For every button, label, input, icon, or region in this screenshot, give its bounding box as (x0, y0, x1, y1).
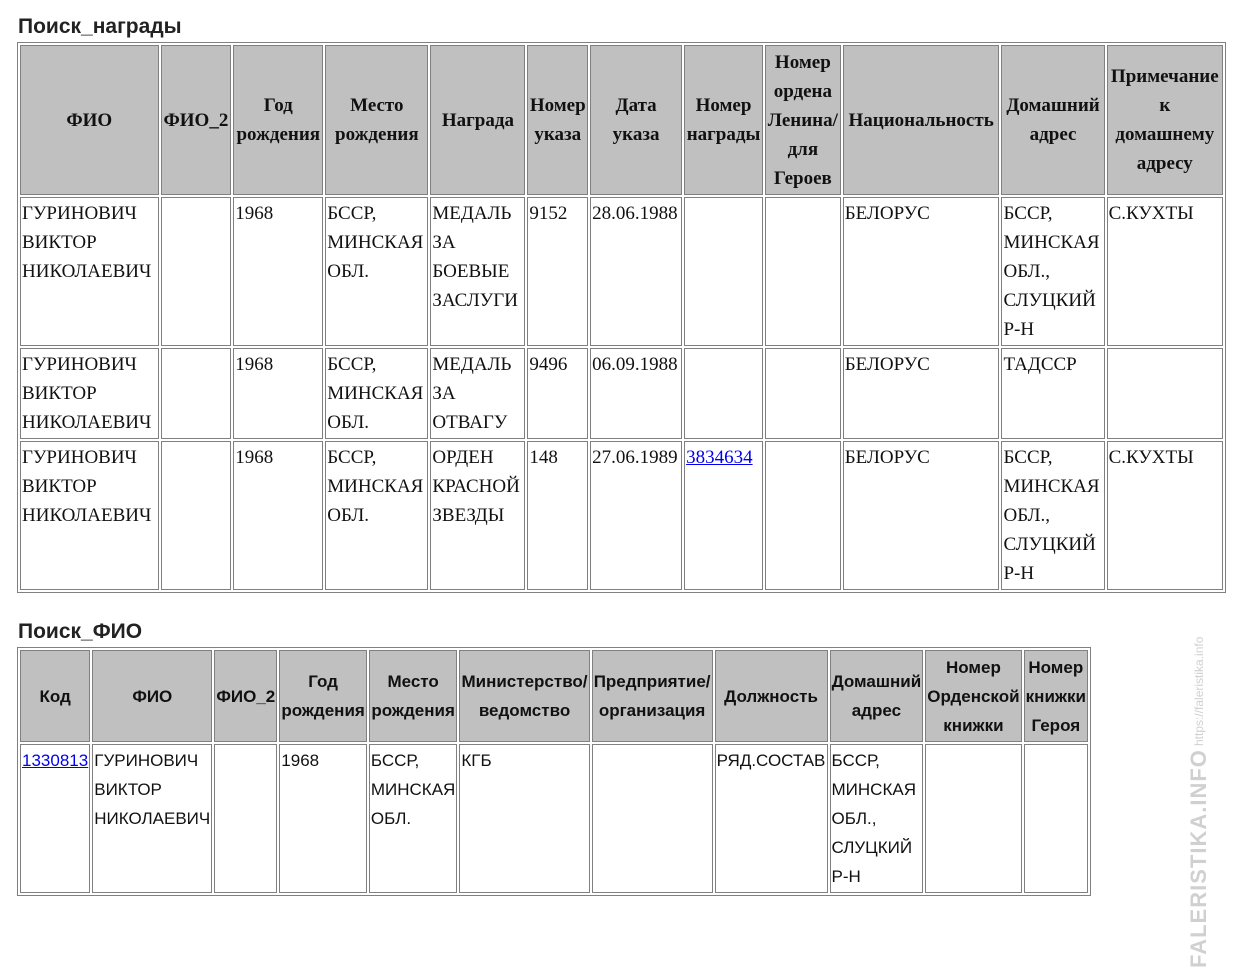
header-enterprise: Предприятие/ организация (592, 650, 713, 742)
cell-enterprise (592, 744, 713, 893)
cell-decree-date: 27.06.1989 (590, 441, 682, 590)
header-position: Должность (715, 650, 828, 742)
header-birthplace: Место рождения (369, 650, 458, 742)
code-link[interactable]: 1330813 (22, 751, 89, 770)
cell-birthplace: БССР, МИНСКАЯ ОБЛ. (325, 441, 428, 590)
cell-lenin-order-number (765, 197, 841, 346)
header-decree-date: Дата указа (590, 45, 682, 195)
cell-decree-date: 28.06.1988 (590, 197, 682, 346)
cell-decree-number: 9152 (527, 197, 588, 346)
cell-decree-date: 06.09.1988 (590, 348, 682, 439)
cell-birthplace: БССР, МИНСКАЯ ОБЛ. (369, 744, 458, 893)
awards-section-title: Поиск_награды (18, 15, 182, 38)
fio-section-title: Поиск_ФИО (18, 620, 143, 643)
cell-address-note: С.КУХТЫ (1107, 441, 1223, 590)
cell-decree-number: 148 (527, 441, 588, 590)
award-number-link[interactable]: 3834634 (686, 447, 753, 468)
cell-fio-2 (214, 744, 277, 893)
cell-birth-year: 1968 (233, 348, 323, 439)
cell-address-note (1107, 348, 1223, 439)
header-code: Код (20, 650, 90, 742)
header-award: Награда (430, 45, 525, 195)
cell-decree-number: 9496 (527, 348, 588, 439)
cell-position: РЯД.СОСТАВ (715, 744, 828, 893)
header-fio: ФИО (20, 45, 159, 195)
header-fio: ФИО (92, 650, 212, 742)
cell-order-book-number (925, 744, 1021, 893)
header-award-number: Номер награды (684, 45, 763, 195)
header-home-address: Домашний адрес (830, 650, 924, 742)
cell-award-number (684, 348, 763, 439)
watermark-logo-text: FALERISTIKA.INFO (1186, 748, 1211, 968)
cell-home-address: БССР, МИНСКАЯ ОБЛ., СЛУЦКИЙ Р-Н (830, 744, 924, 893)
cell-home-address: ТАДССР (1001, 348, 1104, 439)
awards-header-row (20, 45, 1223, 195)
header-fio-2: ФИО_2 (214, 650, 277, 742)
table-row (20, 197, 1223, 346)
cell-nationality: БЕЛОРУС (843, 348, 1000, 439)
cell-fio: ГУРИНОВИЧ ВИКТОР НИКОЛАЕВИЧ (92, 744, 212, 893)
cell-lenin-order-number (765, 348, 841, 439)
cell-hero-book-number (1024, 744, 1088, 893)
cell-nationality: БЕЛОРУС (843, 197, 1000, 346)
header-birthplace: Место рождения (325, 45, 428, 195)
fio-header-row (20, 650, 1088, 742)
awards-table (17, 42, 1226, 593)
cell-nationality: БЕЛОРУС (843, 441, 1000, 590)
cell-fio: ГУРИНОВИЧ ВИКТОР НИКОЛАЕВИЧ (20, 441, 159, 590)
cell-birthplace: БССР, МИНСКАЯ ОБЛ. (325, 197, 428, 346)
header-fio-2: ФИО_2 (161, 45, 232, 195)
cell-award: МЕДАЛЬ ЗА БОЕВЫЕ ЗАСЛУГИ (430, 197, 525, 346)
cell-award: ОРДЕН КРАСНОЙ ЗВЕЗДЫ (430, 441, 525, 590)
cell-birth-year: 1968 (279, 744, 367, 893)
table-row (20, 348, 1223, 439)
cell-birth-year: 1968 (233, 197, 323, 346)
cell-fio-2 (161, 197, 232, 346)
header-hero-book-number: Номер книжки Героя (1024, 650, 1088, 742)
cell-award: МЕДАЛЬ ЗА ОТВАГУ (430, 348, 525, 439)
header-address-note: Примечание к домашнему адресу (1107, 45, 1223, 195)
cell-fio-2 (161, 441, 232, 590)
cell-home-address: БССР, МИНСКАЯ ОБЛ., СЛУЦКИЙ Р-Н (1001, 197, 1104, 346)
table-row (20, 744, 1088, 893)
header-home-address: Домашний адрес (1001, 45, 1104, 195)
cell-address-note: С.КУХТЫ (1107, 197, 1223, 346)
watermark-url: https://faleristika.info (1192, 636, 1206, 746)
header-birth-year: Год рождения (279, 650, 367, 742)
cell-fio: ГУРИНОВИЧ ВИКТОР НИКОЛАЕВИЧ (20, 348, 159, 439)
cell-award-number (684, 441, 763, 590)
table-row (20, 441, 1223, 590)
cell-birthplace: БССР, МИНСКАЯ ОБЛ. (325, 348, 428, 439)
watermark (1169, 636, 1229, 968)
header-ministry: Министерство/ ведомство (459, 650, 589, 742)
cell-code (20, 744, 90, 893)
cell-home-address: БССР, МИНСКАЯ ОБЛ., СЛУЦКИЙ Р-Н (1001, 441, 1104, 590)
cell-birth-year: 1968 (233, 441, 323, 590)
cell-ministry: КГБ (459, 744, 589, 893)
header-birth-year: Год рождения (233, 45, 323, 195)
header-order-book-number: Номер Орденской книжки (925, 650, 1021, 742)
cell-lenin-order-number (765, 441, 841, 590)
header-decree-number: Номер указа (527, 45, 588, 195)
cell-fio-2 (161, 348, 232, 439)
cell-award-number (684, 197, 763, 346)
header-lenin-order-number: Номер ордена Ленина/ для Героев (765, 45, 841, 195)
fio-search-table (17, 647, 1091, 896)
cell-fio: ГУРИНОВИЧ ВИКТОР НИКОЛАЕВИЧ (20, 197, 159, 346)
header-nationality: Национальность (843, 45, 1000, 195)
